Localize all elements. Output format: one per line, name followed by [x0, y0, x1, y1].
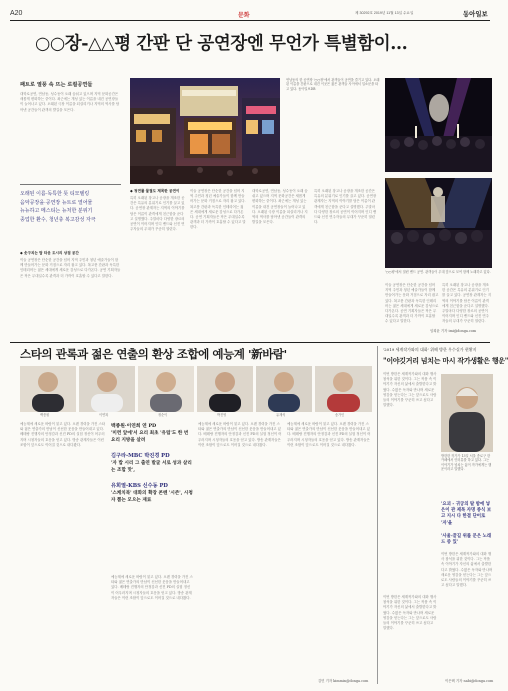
portrait-name-4: 박진영 [217, 413, 227, 417]
concert-caption: '○○평'에서 열린 밴드 공연. 관객들이 무대 앞으로 모여 함께 노래하고 있다. [385, 270, 491, 274]
box-body-3: '스케치북' 대화의 확장 콘텐 '시즌', 시청자 뽑는 모으는 재료 [111, 491, 193, 503]
portrait-1 [20, 366, 76, 412]
column-divider [377, 346, 378, 684]
bottom-left-col4: 예능계에 새로운 바람이 불고 있다. 오랜 경력을 가진 스타와 젊은 연출가의 만남이 신선한 웃음을 만들어내고 있다. 베테랑 진행자의 안정감과 신진 PD의 실험 정신이 어우러지며 시청자들의 호응을 얻고 있다. 방송 관계자들은 이런 조합이 앞으로도 이어질 것으로 내다봤다. [287, 422, 371, 447]
column5-body: 특히 오래된 창고나 공장을 개조한 공간은 특유의 분위기로 인기를 끌고 있다. 공연장 관계자는 지역의 이야기를 담은 이름이 관객에게 친근함을 준다고 설명했다. 주말마다 다양한 장르의 공연이 이어지며 인디 밴드와 신진 연주자들의 무대가 꾸준히 열린다. [314, 189, 377, 225]
column3-body: 이들 공연장은 단순한 공간을 넘어 지역 주민과 청년 예술가들이 함께 만들어가는 문화 거점으로 자리 잡고 있다. 복고풍 간판과 독특한 인테리어는 젊은 세대에게 새로운 감성으로 다가온다. 공연 기획자들은 작은 무대일수록 관객과 더 가까이 호흡할 수 있다고 말한다. [190, 189, 246, 230]
column1-body: 이들 공연장은 단순한 공간을 넘어 지역 주민과 청년 예술가들이 함께 만들어가는 문화 거점으로 자리 잡고 있다. 복고풍 간판과 독특한 인테리어는 젊은 세대에게 새로운 감성으로 다가온다. 공연 기획자들은 작은 무대일수록 관객과 더 가까이 호흡할 수 있다고 말한다. [20, 258, 121, 278]
page-number: A20 [10, 10, 23, 17]
interview-kicker: '2019 세계작가와의 대화' 위해 방한 우수실가 현황지 [383, 347, 477, 352]
highlight-text: 오래된 이름·독특한 뜻 티모텔링 음악공장을·공연장 뉴트로 열어물 뉴뉴하고 메스티는 뉴처한 분위기 종업한 환수, 청년층 복고감성 자극 [20, 191, 96, 223]
interview-col1b: 이번 방한은 세계작가와의 대화 행사 참석을 위한 것이다. 그는 작품 속 이야기가 자신의 삶에서 출발한다고 밝혔다. 수많은 독자와 만나며 새로운 영감을 얻는다는 그는 앞으로도 사람들의 이야기를 꾸준히 쓰고 싶다고 말했다. [383, 595, 437, 631]
column7-body: 특히 오래된 창고나 공장을 개조한 공간은 특유의 분위기로 인기를 끌고 있다. 공연장 관계자는 지역의 이야기를 담은 이름이 관객에게 친근함을 준다고 설명했다. 주말마다 다양한 장르의 공연이 이어지며 인디 밴드와 신진 연주자들의 무대가 꾸준히 열린다. [442, 283, 492, 324]
box-body-2: '자 밥 시리 그 출연 발굴 서로 성과 살리는 조합 맛', [111, 461, 192, 473]
interview-byline: 이은택 기자 nabi@donga.com [445, 679, 494, 683]
lede: 패트로 열풍 속 뜨는 로컬공연들 [20, 82, 93, 88]
author-photo [441, 374, 493, 452]
interview-col2: 이번 방한은 세계작가와의 대화 행사 참석을 위한 것이다. 그는 작품 속 이야기가 자신의 삶에서 출발한다고 밝혔다. 수많은 독자와 만나며 새로운 영감을 얻는다는 그는 앞으로도 사람들의 이야기를 꾸준히 쓰고 싶다고 말했다. [441, 552, 493, 588]
portrait-4 [197, 366, 253, 412]
column4-body: 대학로공연, 연남동, 성수동이 오래 숨쉬고 있으며 지역 문화공간은 새롭게 변화하는 중이다. 최근에는 개성 있는 이름을 내건 공연장들이 늘어나고 있다. 오래된 극장 이름을 되살리거나 지역의 역사를 담아낸 공간들이 관객의 발길을 모은다. [252, 189, 308, 225]
issue-info: 제 30292호 2019년 11월 13일 수요일 [355, 11, 414, 15]
portrait-3 [138, 366, 194, 412]
bottom-left-col3: 예능계에 새로운 바람이 불고 있다. 오랜 경력을 가진 스타와 젊은 연출가의 만남이 신선한 웃음을 만들어내고 있다. 베테랑 진행자의 안정감과 신진 PD의 실험 정신이 어우러지며 시청자들의 호응을 얻고 있다. 방송 관계자들은 이런 조합이 앞으로도 이어질 것으로 내다봤다. [198, 422, 282, 447]
masthead: 동아일보 [463, 10, 488, 18]
bottom-headline: 스타의 관록과 젊은 연출의 환상 조합에 예능계 '新바람' [20, 347, 287, 361]
box-title-1: 백종원·이연희 연 PD [111, 423, 157, 429]
street-photo [130, 78, 280, 184]
section-divider [10, 342, 490, 343]
portrait-name-3: 정순이 [158, 413, 168, 417]
top-headline: ○○장-△△평 간판 단 공연장엔 무언가 특별함이… [35, 34, 408, 54]
bottom-left-byline: 김민 기자 kimmin@donga.com [318, 679, 369, 683]
box-title-2: 김구라-MBC 박진경 PD [111, 453, 170, 460]
interview-headline: "이야깃거리 넘치는 마시 작가생활은 행운" [383, 356, 508, 365]
concert-photo [385, 78, 492, 172]
column6-body: 이들 공연장은 단순한 공간을 넘어 지역 주민과 청년 예술가들이 함께 만들어가는 문화 거점으로 자리 잡고 있다. 복고풍 간판과 독특한 인테리어는 젊은 세대에게 새로운 감성으로 다가온다. 공연 기획자들은 작은 무대일수록 관객과 더 가까이 호흡할 수 있다고 말한다. [385, 283, 439, 324]
portrait-5 [256, 366, 312, 412]
interview-subhead-1: '요괴 - 귀궁의 탈 밤에 넣은이 관 제목 자명 종식 보고 지시 다 한결 단어로 '자'을 [441, 502, 492, 526]
interview-col1: 이번 방한은 세계작가와의 대화 행사 참석을 위한 것이다. 그는 작품 속 이야기가 자신의 삶에서 출발한다고 밝혔다. 수많은 독자와 만나며 새로운 영감을 얻는다는 그는 앞으로도 사람들의 이야기를 꾸준히 쓰고 싶다고 말했다. [383, 372, 437, 408]
portrait-name-6: 송가인 [335, 413, 345, 417]
column2-body: 특히 오래된 창고나 공장을 개조한 공간은 특유의 분위기로 인기를 끌고 있다. 공연장 관계자는 지역의 이야기를 담은 이름이 관객에게 친근함을 준다고 설명했다. 주말마다 다양한 장르의 공연이 이어지며 인디 밴드와 신진 연주자들의 무대가 꾸준히 열린다. [130, 196, 185, 232]
top-byline: 임희윤 기자 imi@donga.com [430, 329, 477, 333]
interview-subhead-2: '사울-끝길 위를 문은 노래드 중 있' [441, 534, 492, 546]
box-title-3: 유희열-KBS 신수동 PD [111, 483, 168, 490]
lede-body: 대학로공연, 연남동, 성수동이 오래 숨쉬고 있으며 지역 문화공간은 새롭게 변화하는 중이다. 최근에는 개성 있는 이름을 내건 공연장들이 늘어나고 있다. 오래된 극장 이름을 되살리거나 지역의 역사를 담아낸 공간들이 관객의 발길을 모은다. [20, 92, 120, 112]
header-rule [10, 20, 490, 21]
subhead: ◆ 솟구치는 탑 타운 도시의 상점 공간 [20, 251, 79, 255]
feature-box [111, 422, 193, 572]
portrait-2 [79, 366, 135, 412]
portrait-row [20, 366, 372, 418]
portrait-name-2: 이연복 [99, 413, 109, 417]
page-header [10, 9, 490, 19]
portrait-6 [315, 366, 372, 412]
subhead-2: ◆ 청연를 물결도 제목한 공연이 [130, 189, 180, 193]
street-photo-caption: 연남동의 한 공연장 '○○장'에서 관객들이 공연을 즐기고 있다. 오래된 이름을 간판으로 내건 이곳은 젊은 관객들 사이에서 입소문을 타고 있다. 동아일보DB [286, 78, 380, 91]
author-photo-caption: 방한한 작가가 13일 서울 종로구 한 카페에서 인터뷰를 하고 있다. 그는 이야기가 넘치는 삶이 작가에게는 행운이라고 말했다. [441, 454, 492, 472]
concert-photo-2 [385, 178, 492, 268]
portrait-name-1: 백종원 [40, 413, 50, 417]
bottom-left-col1: 예능계에 새로운 바람이 불고 있다. 오랜 경력을 가진 스타와 젊은 연출가의 만남이 신선한 웃음을 만들어내고 있다. 베테랑 진행자의 안정감과 신진 PD의 실험 정신이 어우러지며 시청자들의 호응을 얻고 있다. 방송 관계자들은 이런 조합이 앞으로도 이어질 것으로 내다봤다. [20, 422, 106, 447]
box-body-1: '미련 앞에'서 요리 최초 '유럽'도 한 번 요리 지방을 살려 [111, 431, 189, 443]
portrait-name-5: 유재석 [276, 413, 286, 417]
highlight-box [20, 184, 121, 243]
bottom-left-col2b: 예능계에 새로운 바람이 불고 있다. 오랜 경력을 가진 스타와 젊은 연출가의 만남이 신선한 웃음을 만들어내고 있다. 베테랑 진행자의 안정감과 신진 PD의 실험 정신이 어우러지며 시청자들의 호응을 얻고 있다. 방송 관계자들은 이런 조합이 앞으로도 이어질 것으로 내다봤다. [111, 575, 193, 600]
section-name: 문화 [238, 12, 250, 19]
